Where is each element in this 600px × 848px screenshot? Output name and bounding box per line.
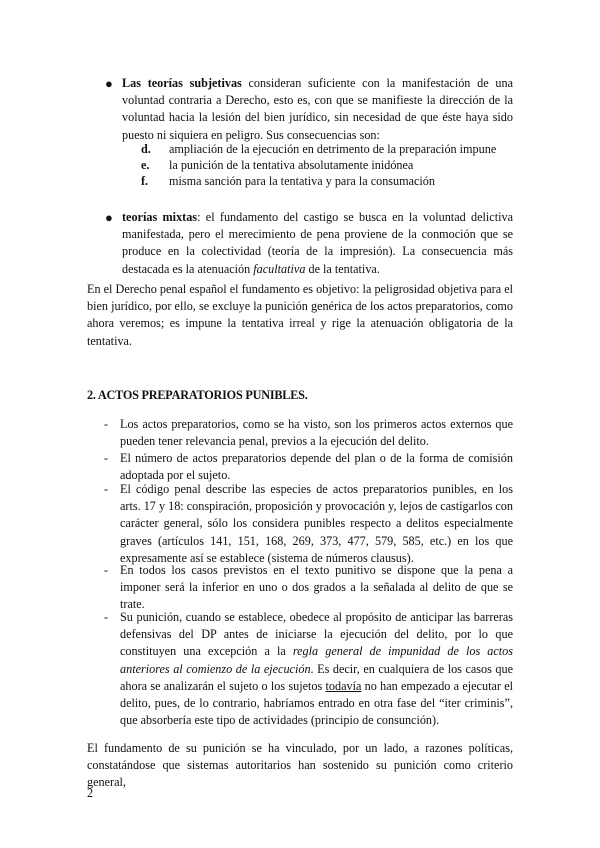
mixed-theories-text-end: de la tentativa. bbox=[305, 261, 380, 276]
list-item-emphasis: regla general de impunidad de los actos anteriores al comienzo de la ejecución bbox=[120, 644, 514, 676]
dash-icon: - bbox=[104, 563, 109, 577]
consequence-text: misma sanción para la tentativa y para la consumación bbox=[169, 174, 435, 188]
list-item-underlined: todavía bbox=[325, 678, 362, 693]
mixed-theories-paragraph bbox=[122, 209, 513, 278]
consequence-text: ampliación de la ejecución en detrimento de la preparación impune bbox=[169, 142, 497, 156]
closing-paragraph: El fundamento de su punición se ha vinculado, por un lado, a razones políticas, constatándose que sistemas autoritarios han sostenido su punición como criterio general, bbox=[87, 741, 513, 790]
consequence-item bbox=[141, 173, 435, 190]
list-item-text: Su punición, cuando se establece, obedece al propósito de anticipar las barreras defensivas del DP antes de iniciarse la ejecución del delito, por lo que constituyen una excepción a la bbox=[120, 610, 513, 659]
subjective-theories-text: consideran suficiente con la manifestación de una voluntad contraria a Derecho, esto es, con que se manifieste la dirección de la voluntad hacia la lesión del bien jurídico, sin necesidad de que éste haya sido puesto ni siquiera en peligro. Sus consecuencias son: bbox=[122, 76, 513, 142]
consequence-letter: f. bbox=[141, 174, 149, 188]
consequence-item bbox=[141, 141, 496, 158]
dash-icon: - bbox=[104, 610, 109, 624]
dash-icon: - bbox=[104, 482, 109, 496]
bullet-icon: ● bbox=[105, 76, 113, 91]
consequence-text: la punición de la tentativa absolutamente inidónea bbox=[169, 158, 414, 172]
consequence-item bbox=[141, 157, 413, 174]
mixed-theories-emphasis: facultativa bbox=[253, 261, 306, 276]
consequence-letter: e. bbox=[141, 158, 150, 172]
list-item: En todos los casos previstos en el texto punitivo se dispone que la pena a imponer será la inferior en uno o dos grados a la señalada al delito de que se trate. bbox=[120, 563, 513, 612]
list-item: El código penal describe las especies de actos preparatorios punibles, en los arts. 17 y 18: conspiración, proposición y provocación y, lejos de castigarlos con carácter general, sólo los considera punibles respecto a delitos especialmente graves (artículos 141, 151, 168, 269, 373, 477, 579, 585, etc.) en los que expresamente así se establece (sistema de números clausus). bbox=[120, 482, 513, 565]
dash-icon: - bbox=[104, 451, 109, 465]
mixed-theories-term: teorías mixtas bbox=[122, 210, 198, 224]
page-number: 2 bbox=[87, 786, 94, 800]
mixed-theories-text: : el fundamento del castigo se busca en la voluntad delictiva manifestada, pero el merecimiento de pena proviene de la conmoción que se produce en la colectividad (teoría de la impresión). La consecuencia más destacada es la atenuación bbox=[122, 210, 513, 276]
section-heading: 2. ACTOS PREPARATORIOS PUNIBLES. bbox=[87, 388, 308, 402]
spanish-law-paragraph: En el Derecho penal español el fundamento es objetivo: la peligrosidad objetiva para el bien jurídico, por ello, se excluye la punición genérica de los actos preparatorios, como ahora veremos; es impune la tentativa irreal y rige la atenuación obligatoria de la tentativa. bbox=[87, 282, 513, 348]
list-item: El número de actos preparatorios depende del plan o de la forma de comisión adoptada por el sujeto. bbox=[120, 451, 513, 483]
list-item bbox=[120, 609, 513, 729]
list-item-text: no han empezado a ejecutar el delito, pues, de lo contrario, habríamos entrado en otra fase del “iter criminis”, que absorbería este tipo de actividades (principio de consunción). bbox=[120, 678, 513, 728]
list-item-text: . Es decir, en cualquiera de los casos que ahora se analizarán el sujeto o los sujetos bbox=[120, 661, 513, 693]
list-item: Los actos preparatorios, como se ha visto, son los primeros actos externos que pueden tener relevancia penal, previos a la ejecución del delito. bbox=[120, 417, 513, 449]
subjective-theories-paragraph bbox=[122, 75, 513, 144]
bullet-icon: ● bbox=[105, 210, 113, 225]
consequence-letter: d. bbox=[141, 142, 151, 156]
dash-icon: - bbox=[104, 417, 109, 431]
subjective-theories-term: Las teorías subjetivas bbox=[122, 76, 242, 90]
